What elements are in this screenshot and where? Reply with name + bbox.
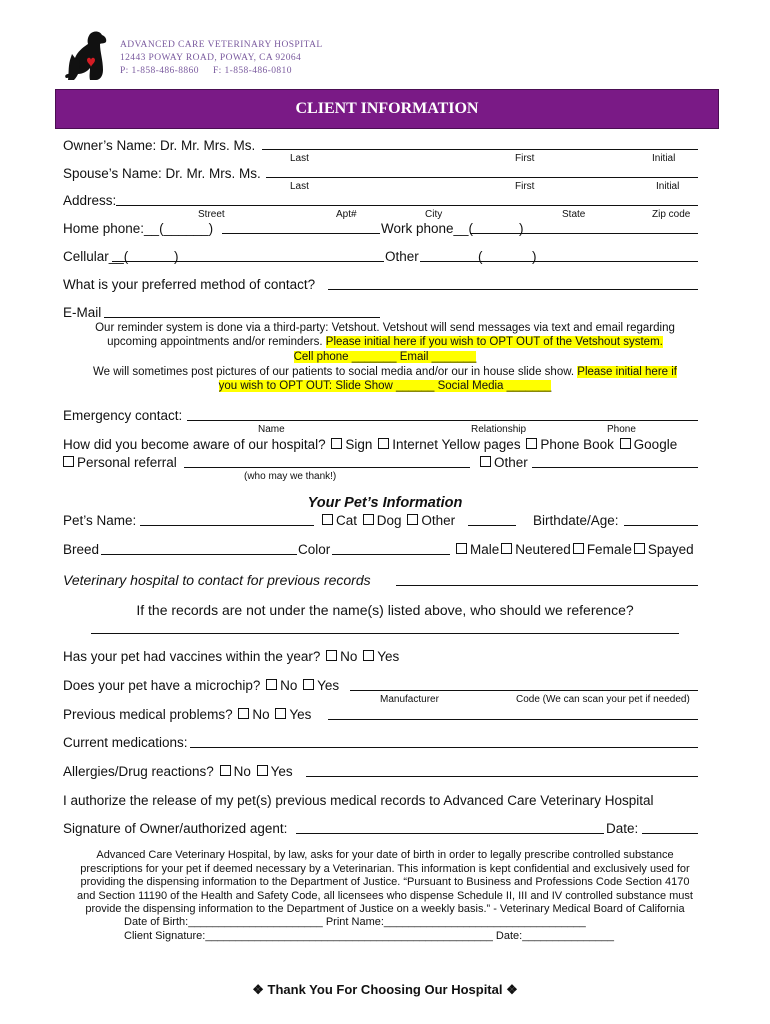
owner-first-caption: First [515, 153, 535, 164]
aware-other-row [478, 455, 528, 470]
who-may-we-thank: (who may we thank!) [244, 471, 337, 482]
reminder-line-5 [0, 380, 770, 392]
client-information-banner [55, 89, 719, 129]
spouse-first-caption: First [515, 181, 535, 192]
aware-row [63, 437, 677, 452]
owner-initial-caption: Initial [652, 153, 676, 164]
dog-checkbox[interactable] [363, 514, 374, 525]
microchip-row [63, 678, 339, 693]
google-checkbox[interactable] [620, 438, 631, 449]
thank-you-footer: ❖ Thank You For Choosing Our Hospital ❖ [252, 982, 518, 997]
current-meds-label: Current medications: [63, 735, 188, 750]
cellular-label: Cellular__( [63, 249, 129, 264]
microchip-field[interactable] [350, 690, 698, 691]
google-option: Google [633, 437, 678, 452]
microchip-no-checkbox[interactable] [266, 679, 277, 690]
prev-problems-field[interactable] [328, 719, 698, 720]
address-label: Address: [63, 193, 117, 208]
vaccines-yes-checkbox[interactable] [363, 650, 374, 661]
prev-problems-row [63, 707, 311, 722]
allergies-row [63, 764, 293, 779]
allergies-label: Allergies/Drug reactions? [63, 764, 214, 779]
allergies-yes: Yes [270, 764, 293, 779]
previous-records-label: Veterinary hospital to contact for previous records [63, 572, 371, 588]
spayed-checkbox[interactable] [634, 543, 645, 554]
microchip-no: No [280, 678, 298, 693]
prev-problems-no: No [252, 707, 270, 722]
signature-date-label: Date: [606, 821, 639, 836]
home-phone-label: Home phone:__(______) [63, 221, 214, 236]
signature-field[interactable] [296, 833, 604, 834]
personal-referral-field[interactable] [184, 467, 470, 468]
cat-option: Cat [336, 513, 358, 528]
social-opt-out-fields[interactable]: you wish to OPT OUT: Slide Show ______ Social Media _______ [218, 380, 552, 392]
vaccines-row [63, 649, 399, 664]
zip-caption: Zip code [652, 209, 691, 220]
sex-row [454, 542, 694, 557]
hospital-phone: P: 1-858-486-8860 [120, 66, 199, 76]
owner-name-label: Owner’s Name: Dr. Mr. Mrs. Ms. [63, 138, 256, 153]
breed-label: Breed [63, 542, 100, 557]
species-other-field[interactable] [468, 525, 516, 526]
male-option: Male [470, 542, 500, 557]
microchip-yes-checkbox[interactable] [303, 679, 314, 690]
male-checkbox[interactable] [456, 543, 467, 554]
neutered-checkbox[interactable] [501, 543, 512, 554]
records-reference-question: If the records are not under the name(s) listed above, who should we reference? [136, 602, 634, 618]
emergency-phone-caption: Phone [607, 424, 636, 435]
email-label: E-Mail [63, 305, 102, 320]
emergency-relationship-caption: Relationship [471, 424, 527, 435]
species-other-checkbox[interactable] [407, 514, 418, 525]
aware-label: How did you become aware of our hospital? [63, 437, 326, 452]
personal-referral-row [61, 455, 177, 470]
address-field[interactable] [116, 205, 698, 206]
sign-option: Sign [345, 437, 373, 452]
female-option: Female [586, 542, 632, 557]
microchip-label: Does your pet have a microchip? [63, 678, 261, 693]
chip-code-caption: Code (We can scan your pet if needed) [516, 694, 690, 705]
allergies-yes-checkbox[interactable] [257, 765, 268, 776]
apt-caption: Apt# [336, 209, 357, 220]
other-phone-field[interactable] [420, 261, 698, 262]
aware-other-checkbox[interactable] [480, 456, 491, 467]
pet-section-title: Your Pet’s Information [307, 495, 463, 511]
reminder-line-4-plain: We will sometimes post pictures of our patients to social media and/or our in house slide show. [92, 366, 575, 378]
street-caption: Street [198, 209, 225, 220]
cellular-close: ) [174, 249, 179, 264]
other-phone-label: Other [385, 249, 419, 264]
other-phone-close: ) [532, 249, 537, 264]
vetshout-opt-out-fields[interactable]: Cell phone _______ Email _______ [293, 351, 477, 363]
internet-yellow-pages-checkbox[interactable] [378, 438, 389, 449]
prev-problems-no-checkbox[interactable] [238, 708, 249, 719]
manufacturer-caption: Manufacturer [380, 694, 439, 705]
vetshout-opt-out-highlight: Please initial here if you wish to OPT OUT of the Vetshout system. [325, 336, 663, 348]
vaccines-no-checkbox[interactable] [326, 650, 337, 661]
contact-method-label: What is your preferred method of contact? [63, 277, 316, 292]
signature-label: Signature of Owner/authorized agent: [63, 821, 288, 836]
reminder-line-3 [0, 351, 770, 363]
reminder-line-1: Our reminder system is done via a third-party: Vetshout. Vetshout will send messages via text and email regarding [95, 322, 675, 334]
banner-title: CLIENT INFORMATION [295, 100, 479, 117]
pet-name-label: Pet’s Name: [63, 513, 137, 528]
other-phone-open: ( [478, 249, 483, 264]
breed-field[interactable] [101, 554, 297, 555]
legal-line-3: providing the dispensing information to the Department of Justice. “Pursuant to Business and Professions Code Section 4170 [80, 876, 690, 888]
emergency-name-caption: Name [258, 424, 285, 435]
aware-other-option: Other [494, 455, 528, 470]
phone-book-option: Phone Book [540, 437, 614, 452]
legal-line-4: and Section 11190 of the Health and Safety Code, all licensees who dispense Schedule II, III and IV controlled substance must [77, 889, 693, 902]
sign-checkbox[interactable] [331, 438, 342, 449]
current-meds-field[interactable] [190, 747, 698, 748]
allergies-no-checkbox[interactable] [220, 765, 231, 776]
prev-problems-yes: Yes [289, 707, 312, 722]
prev-problems-label: Previous medical problems? [63, 707, 233, 722]
dog-option: Dog [376, 513, 402, 528]
allergies-field[interactable] [306, 776, 698, 777]
legal-line-2: prescriptions for your pet if deemed necessary by a Veterinarian. This information is kept confidential and exclusively used for [80, 862, 690, 875]
vaccines-no: No [340, 649, 358, 664]
owner-last-caption: Last [290, 153, 309, 164]
reminder-line-2 [0, 336, 770, 348]
reminder-line-4 [0, 366, 770, 378]
legal-notice [55, 849, 715, 917]
hospital-address: 12443 POWAY ROAD, POWAY, CA 92064 [120, 53, 302, 63]
spayed-option: Spayed [647, 542, 694, 557]
contact-method-field[interactable] [328, 289, 698, 290]
color-label: Color [298, 542, 331, 557]
spouse-name-field[interactable] [266, 177, 698, 178]
prev-problems-yes-checkbox[interactable] [275, 708, 286, 719]
spouse-name-label: Spouse’s Name: Dr. Mr. Mrs. Ms. [63, 166, 261, 181]
emergency-contact-field[interactable] [187, 420, 698, 421]
city-caption: City [425, 209, 443, 220]
hospital-logo [60, 30, 115, 82]
spouse-last-caption: Last [290, 181, 309, 192]
hospital-name: ADVANCED CARE VETERINARY HOSPITAL [120, 40, 323, 50]
allergies-no: No [233, 764, 251, 779]
species-other-option: Other [421, 513, 456, 528]
cat-checkbox[interactable] [322, 514, 333, 525]
email-field[interactable] [104, 317, 380, 318]
color-field[interactable] [332, 554, 450, 555]
neutered-option: Neutered [515, 542, 571, 557]
previous-records-field[interactable] [396, 585, 698, 586]
authorize-statement: I authorize the release of my pet(s) previous medical records to Advanced Care Veterinary Hospital [63, 793, 654, 808]
state-caption: State [562, 209, 586, 220]
work-phone-close: ) [519, 221, 524, 236]
reminder-line-2-plain: upcoming appointments and/or reminders. [107, 336, 323, 348]
birthdate-label: Birthdate/Age: [533, 513, 619, 528]
microchip-yes: Yes [317, 678, 340, 693]
emergency-contact-label: Emergency contact: [63, 408, 183, 423]
pet-name-field[interactable] [140, 525, 314, 526]
legal-line-1: Advanced Care Veterinary Hospital, by law, asks for your date of birth in order to legally prescribe controlled substance [96, 849, 674, 861]
vaccines-yes: Yes [377, 649, 400, 664]
date-of-birth-line[interactable]: Date of Birth:______________________ Print Name:_________________________________ [124, 916, 586, 928]
hospital-fax: F: 1-858-486-0810 [213, 66, 292, 76]
cellular-field[interactable] [112, 261, 384, 262]
records-reference-field[interactable] [91, 633, 679, 634]
personal-referral-checkbox[interactable] [63, 456, 74, 467]
work-phone-label: Work phone__( [381, 221, 474, 236]
client-signature-line[interactable]: Client Signature:_______________________________________________ Date:_______________ [124, 930, 614, 942]
personal-referral-option: Personal referral [77, 455, 177, 470]
internet-yellow-pages-option: Internet Yellow pages [392, 437, 521, 452]
aware-other-field[interactable] [532, 467, 698, 468]
home-phone-field[interactable] [222, 233, 380, 234]
work-phone-field[interactable] [470, 233, 698, 234]
signature-date-field[interactable] [642, 833, 698, 834]
spouse-initial-caption: Initial [656, 181, 680, 192]
social-opt-out-highlight: Please initial here if [577, 366, 678, 378]
legal-line-5: provide the dispensing information to the Department of Justice on a weekly basis.” - Veterinary Medical Board of California [85, 903, 685, 915]
birthdate-field[interactable] [624, 525, 698, 526]
vaccines-label: Has your pet had vaccines within the year? [63, 649, 321, 664]
owner-name-field[interactable] [262, 149, 698, 150]
female-checkbox[interactable] [573, 543, 584, 554]
phone-book-checkbox[interactable] [526, 438, 537, 449]
species-row [320, 513, 455, 528]
